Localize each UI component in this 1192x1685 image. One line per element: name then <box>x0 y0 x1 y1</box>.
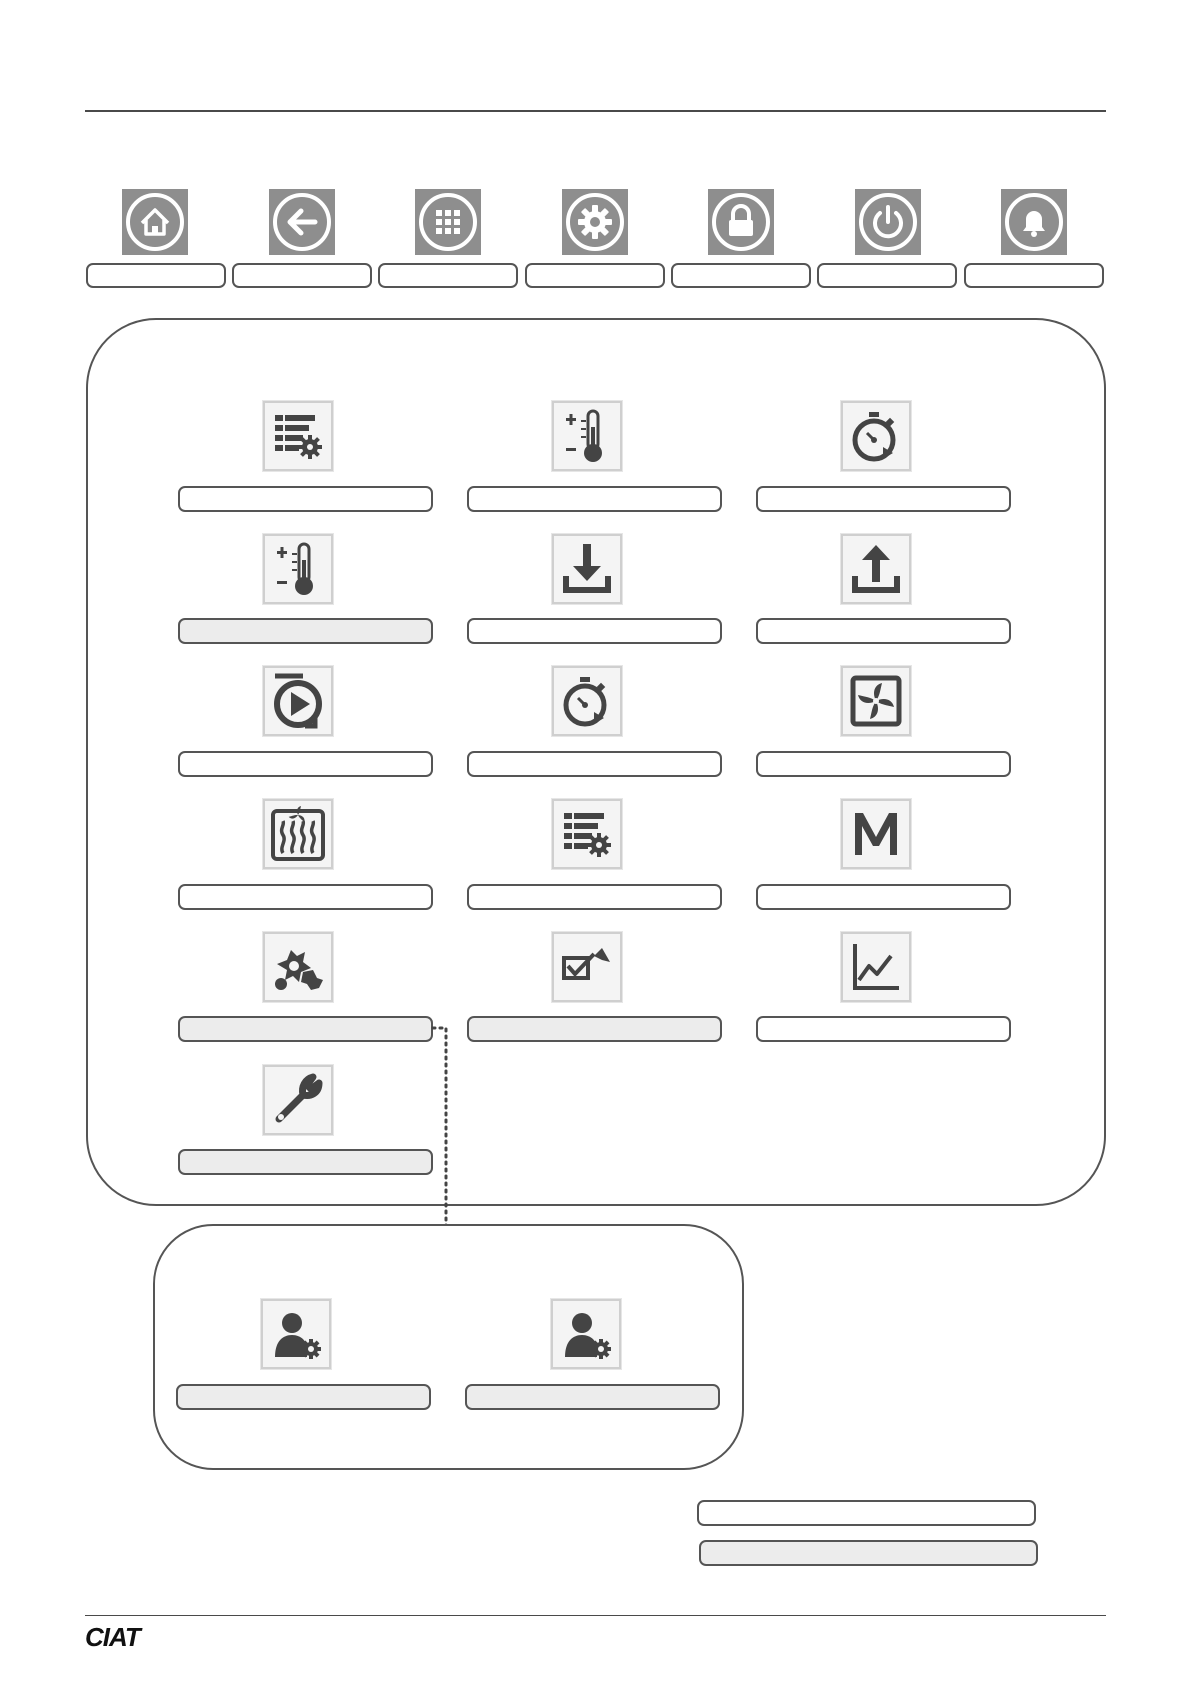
menu-label-11 <box>467 884 722 910</box>
menu-label-13 <box>178 1016 433 1042</box>
menu-label-6 <box>756 618 1011 644</box>
nav-label-back <box>232 263 372 288</box>
gear-icon[interactable] <box>562 189 628 255</box>
legend-unshaded <box>697 1500 1036 1526</box>
sub-menu-label-2 <box>465 1384 720 1410</box>
heater-fan-icon[interactable] <box>263 799 333 869</box>
menu-label-8 <box>467 751 722 777</box>
power-icon[interactable] <box>855 189 921 255</box>
bottom-rule <box>85 1615 1106 1616</box>
back-arrow-icon[interactable] <box>269 189 335 255</box>
upload-icon[interactable] <box>841 534 911 604</box>
nav-label-power <box>817 263 957 288</box>
thermometer-plus-minus-icon[interactable] <box>552 401 622 471</box>
grid-menu-icon[interactable] <box>415 189 481 255</box>
menu-label-15 <box>756 1016 1011 1042</box>
menu-label-9 <box>756 751 1011 777</box>
nav-label-home <box>86 263 226 288</box>
list-settings-icon[interactable] <box>263 401 333 471</box>
nav-label-menu <box>378 263 518 288</box>
top-rule <box>85 110 1106 112</box>
menu-label-10 <box>178 884 433 910</box>
letter-m-icon[interactable] <box>841 799 911 869</box>
home-icon[interactable] <box>122 189 188 255</box>
sub-menu-panel <box>153 1224 744 1470</box>
checkbox-icon[interactable] <box>552 932 622 1002</box>
lock-icon[interactable] <box>708 189 774 255</box>
stopwatch-icon[interactable] <box>552 666 622 736</box>
menu-label-16 <box>178 1149 433 1175</box>
thermometer-plus-minus-icon[interactable] <box>263 534 333 604</box>
menu-label-14 <box>467 1016 722 1042</box>
menu-label-5 <box>467 618 722 644</box>
stopwatch-icon[interactable] <box>841 401 911 471</box>
line-chart-icon[interactable] <box>841 932 911 1002</box>
pump-play-icon[interactable] <box>263 666 333 736</box>
dotted-connector <box>430 1020 450 1226</box>
nav-label-settings <box>525 263 665 288</box>
bell-icon[interactable] <box>1001 189 1067 255</box>
menu-label-3 <box>756 486 1011 512</box>
menu-label-2 <box>467 486 722 512</box>
legend-shaded <box>699 1540 1038 1566</box>
list-settings-icon[interactable] <box>552 799 622 869</box>
download-icon[interactable] <box>552 534 622 604</box>
menu-label-1 <box>178 486 433 512</box>
ciat-logo: CIAT <box>85 1622 140 1652</box>
sub-menu-label-1 <box>176 1384 431 1410</box>
gears-icon[interactable] <box>263 932 333 1002</box>
user-settings-icon[interactable] <box>551 1299 621 1369</box>
nav-label-lock <box>671 263 811 288</box>
wrench-icon[interactable] <box>263 1065 333 1135</box>
fan-icon[interactable] <box>841 666 911 736</box>
menu-label-7 <box>178 751 433 777</box>
menu-label-4 <box>178 618 433 644</box>
user-settings-icon[interactable] <box>261 1299 331 1369</box>
nav-label-alarm <box>964 263 1104 288</box>
menu-label-12 <box>756 884 1011 910</box>
